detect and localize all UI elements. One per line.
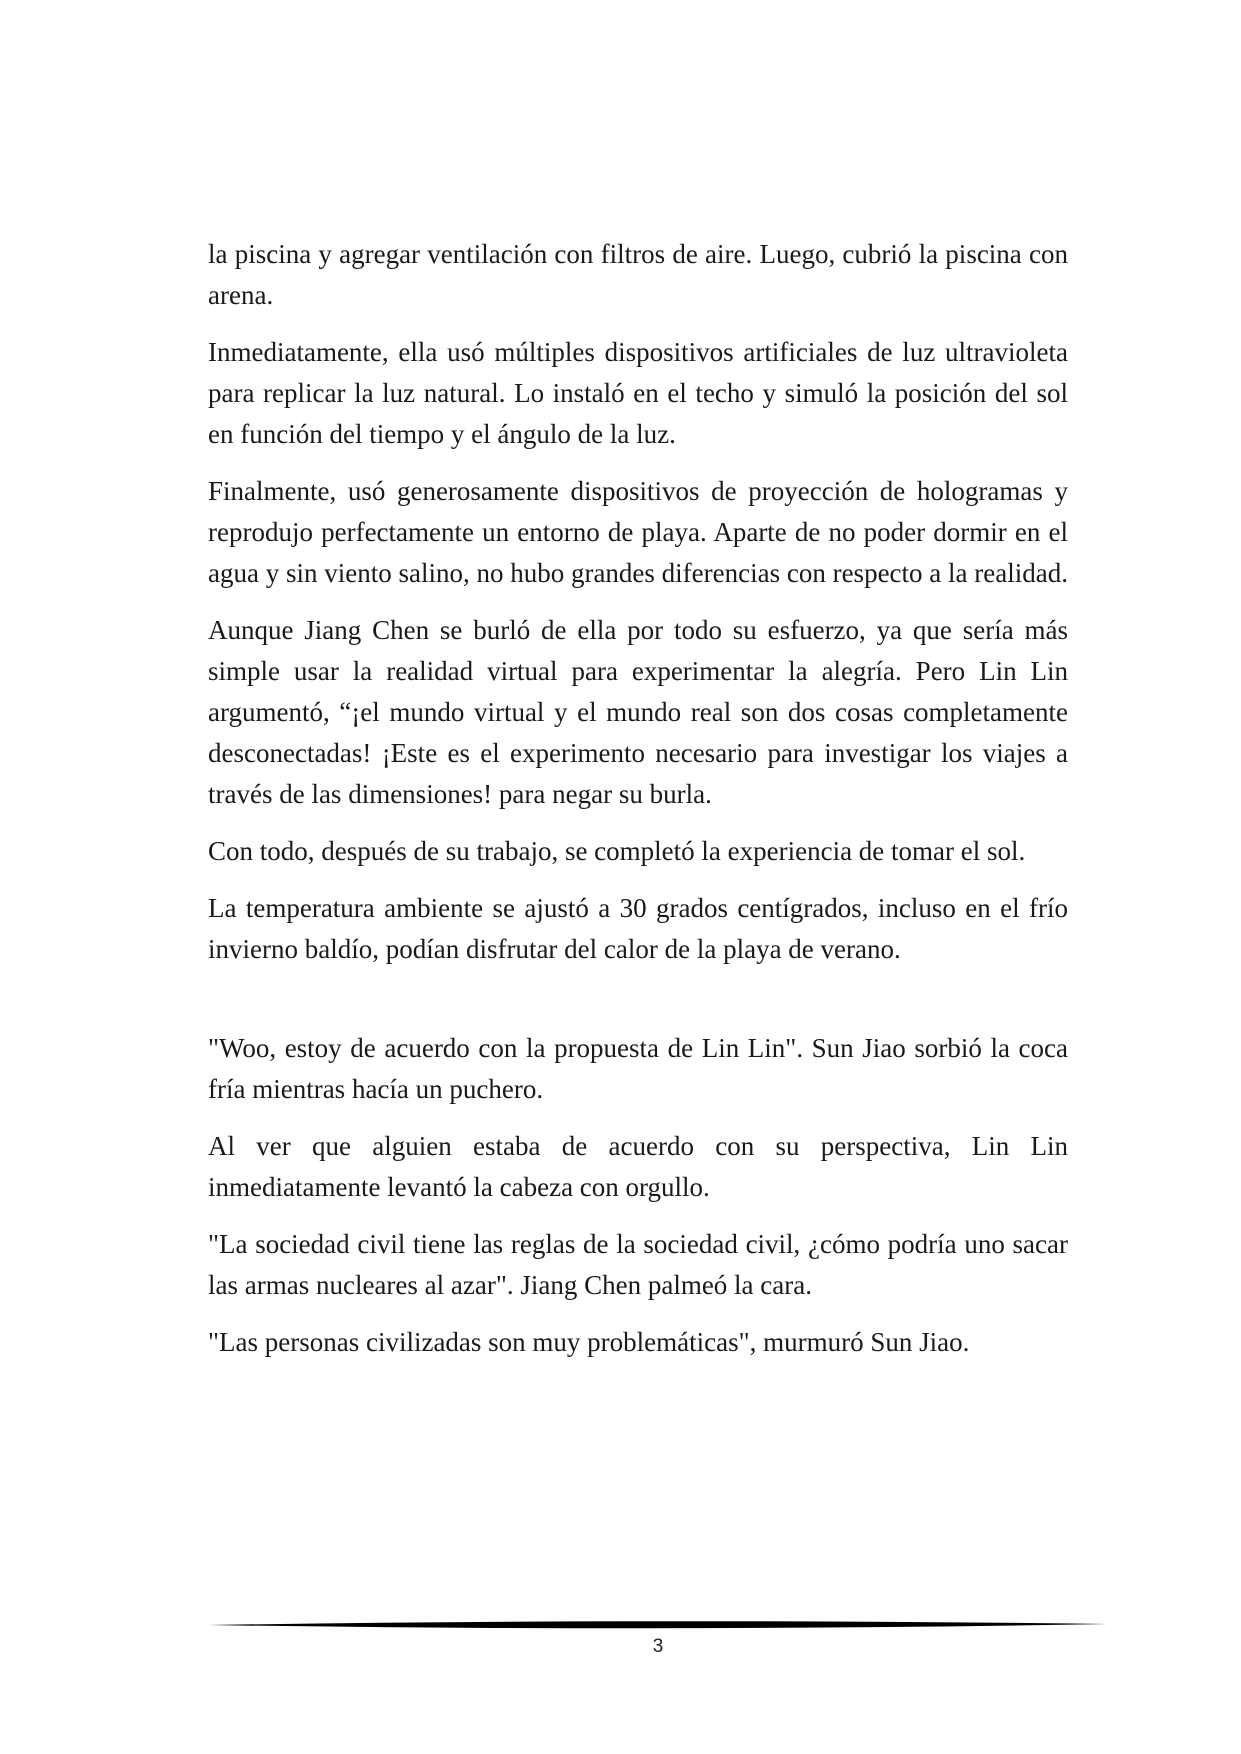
paragraph: Finalmente, usó generosamente dispositivos de proyección de hologramas y reprodujo perfectamente un entorno de playa. Aparte de no poder dormir en el agua y sin viento salino, no hubo grandes diferencias con respecto a la realidad. [208,476,1068,588]
paragraph: "Las personas civilizadas son muy problemáticas", murmuró Sun Jiao. [208,1327,970,1357]
paragraph: La temperatura ambiente se ajustó a 30 grados centígrados, incluso en el frío invierno baldío, podían disfrutar del calor de la playa de verano. [208,893,1068,964]
paragraph: "Woo, estoy de acuerdo con la propuesta de Lin Lin". Sun Jiao sorbió la coca fría mientras hacía un puchero. [208,1033,1068,1104]
paragraph: Al ver que alguien estaba de acuerdo con su perspectiva, Lin Lin inmediatamente levantó la cabeza con orgullo. [208,1131,1068,1202]
page-number: 3 [652,1636,664,1657]
paragraph: Inmediatamente, ella usó múltiples dispositivos artificiales de luz ultravioleta para replicar la luz natural. Lo instaló en el techo y simuló la posición del sol en función del tiempo y el ángulo de la luz. [208,337,1068,449]
paragraph: Con todo, después de su trabajo, se completó la experiencia de tomar el sol. [208,836,1026,866]
body-text [208,234,1068,1379]
footer-divider [208,1618,1108,1632]
paragraph: Aunque Jiang Chen se burló de ella por todo su esfuerzo, ya que sería más simple usar la realidad virtual para experimentar la alegría. Pero Lin Lin argumentó, “¡el mundo virtual y el mundo real son dos cosas completamente desconectadas! ¡Este es el experimento necesario para investigar los viajes a través de las dimensiones! para negar su burla. [208,615,1068,809]
paragraph: la piscina y agregar ventilación con filtros de aire. Luego, cubrió la piscina con arena. [208,239,1068,310]
paragraph: "La sociedad civil tiene las reglas de la sociedad civil, ¿cómo podría uno sacar las armas nucleares al azar". Jiang Chen palmeó la cara. [208,1229,1068,1300]
